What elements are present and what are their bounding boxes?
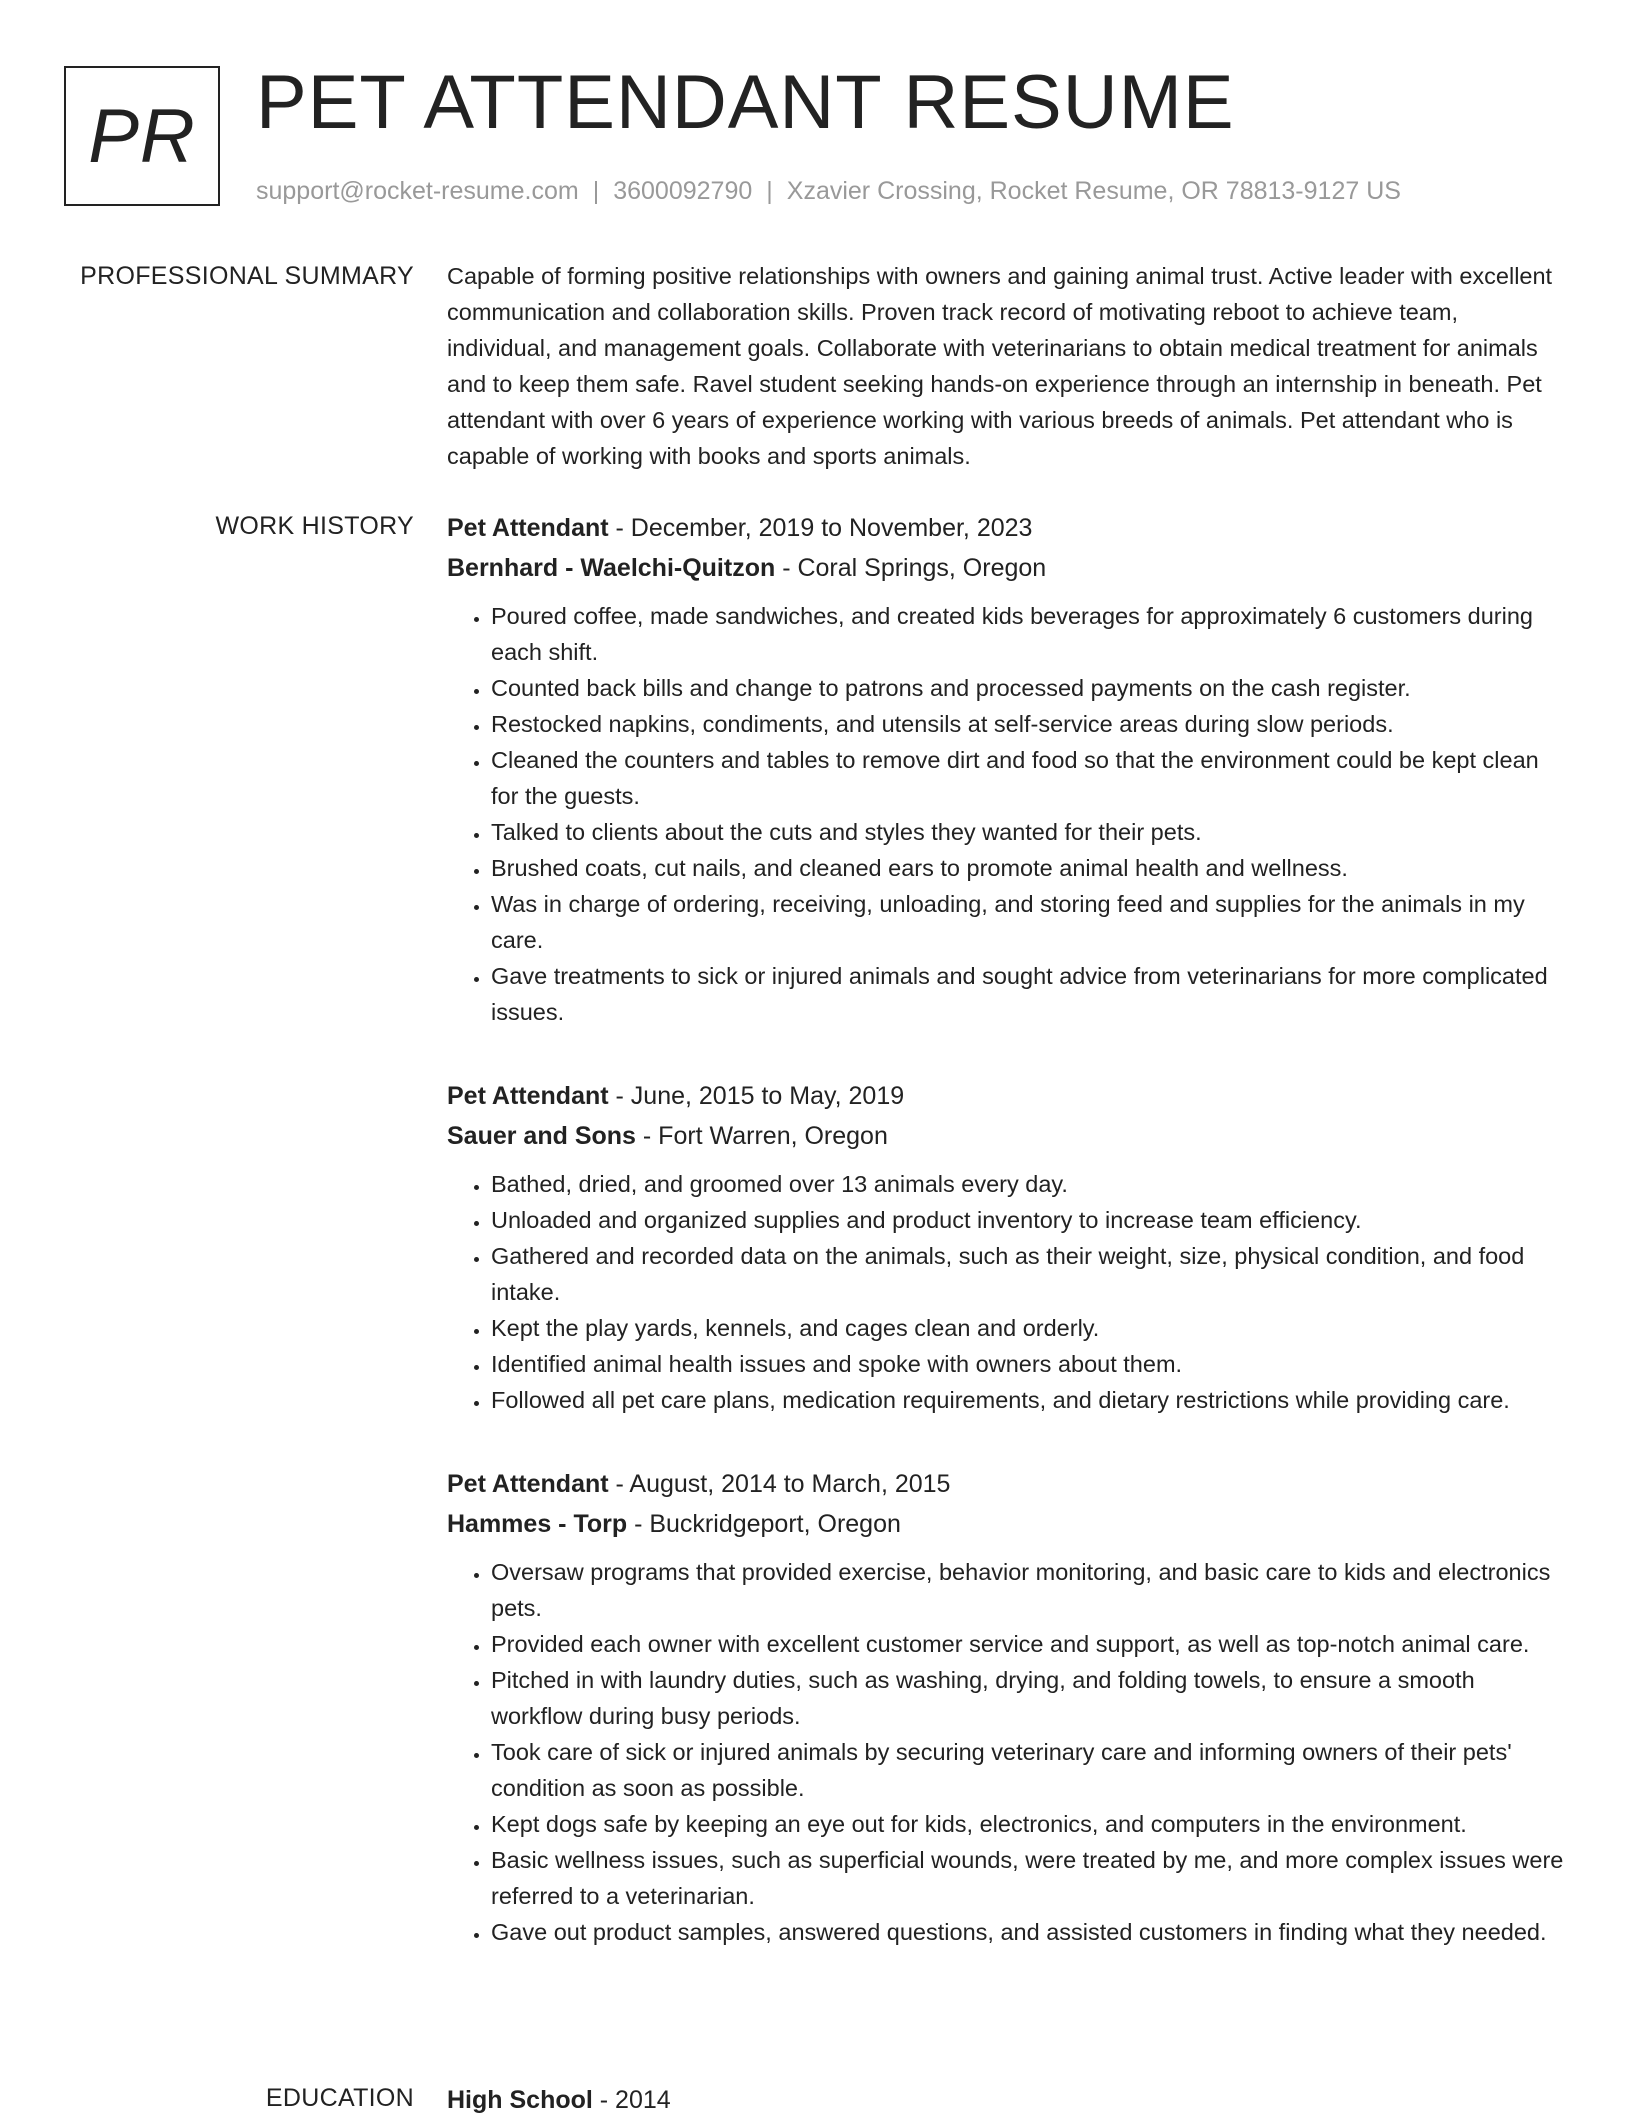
- contact-separator: |: [766, 177, 773, 205]
- duty-item: • Kept the play yards, kennels, and cages clean and orderly.: [491, 1310, 1567, 1346]
- duty-list: [447, 1166, 1567, 1418]
- summary-body: [447, 258, 1567, 474]
- duty-item: • Poured coffee, made sandwiches, and created kids beverages for approximately 6 customers during each shift.: [491, 598, 1567, 670]
- duty-item: • Gave treatments to sick or injured animals and sought advice from veterinarians for more complicated issues.: [491, 958, 1567, 1030]
- duty-item: • Pitched in with laundry duties, such as washing, drying, and folding towels, to ensure a smooth workflow during busy periods.: [491, 1662, 1567, 1734]
- work-history-label: WORK HISTORY: [215, 512, 414, 540]
- duty-item: • Gave out product samples, answered questions, and assisted customers in finding what they needed.: [491, 1914, 1567, 1950]
- job-location: - Coral Springs, Oregon: [775, 554, 1047, 582]
- duty-item: • Gathered and recorded data on the animals, such as their weight, size, physical condition, and food intake.: [491, 1238, 1567, 1310]
- duty-item: • Talked to clients about the cuts and styles they wanted for their pets.: [491, 814, 1567, 850]
- job-company-line: [447, 1504, 1567, 1544]
- duty-item: • Unloaded and organized supplies and product inventory to increase team efficiency.: [491, 1202, 1567, 1238]
- education-label: EDUCATION: [265, 2084, 414, 2112]
- duty-item: • Was in charge of ordering, receiving, unloading, and storing feed and supplies for the animals in my care.: [491, 886, 1567, 958]
- duty-item: • Restocked napkins, condiments, and utensils at self-service areas during slow periods.: [491, 706, 1567, 742]
- duty-item: • Cleaned the counters and tables to remove dirt and food so that the environment could be kept clean for the guests.: [491, 742, 1567, 814]
- duty-item: • Took care of sick or injured animals by securing veterinary care and informing owners of their pets' condition as soon as possible.: [491, 1734, 1567, 1806]
- job-entry: [447, 1076, 1567, 1418]
- contact-email[interactable]: support@rocket-resume.com: [256, 177, 579, 205]
- duty-item: • Basic wellness issues, such as superficial wounds, were treated by me, and more complex issues were referred to a veterinarian.: [491, 1842, 1567, 1914]
- duty-item: • Counted back bills and change to patrons and processed payments on the cash register.: [491, 670, 1567, 706]
- education-body: [447, 2080, 1567, 2120]
- job-dates: - December, 2019 to November, 2023: [608, 514, 1033, 542]
- job-dates: - August, 2014 to March, 2015: [608, 1470, 951, 1498]
- contact-phone[interactable]: 3600092790: [613, 177, 753, 205]
- monogram-initials: PR: [88, 93, 196, 179]
- work-history-body: [447, 508, 1567, 1974]
- duty-item: • Provided each owner with excellent customer service and support, as well as top-notch animal care.: [491, 1626, 1567, 1662]
- contact-address: Xzavier Crossing, Rocket Resume, OR 78813-9127 US: [786, 177, 1401, 205]
- job-title-line: [447, 1464, 1567, 1504]
- contact-separator: |: [592, 177, 600, 205]
- summary-label: PROFESSIONAL SUMMARY: [80, 262, 414, 290]
- duty-item: • Bathed, dried, and groomed over 13 animals every day.: [491, 1166, 1567, 1202]
- job-title-line: [447, 508, 1567, 548]
- job-title: Pet Attendant: [447, 1082, 609, 1110]
- duty-item: • Brushed coats, cut nails, and cleaned ears to promote animal health and wellness.: [491, 850, 1567, 886]
- job-dates: - June, 2015 to May, 2019: [608, 1082, 905, 1110]
- job-company: Hammes - Torp: [447, 1510, 628, 1538]
- job-title: Pet Attendant: [447, 514, 609, 542]
- duty-item: • Oversaw programs that provided exercise, behavior monitoring, and basic care to kids and electronics pets.: [491, 1554, 1567, 1626]
- job-entry: [447, 508, 1567, 1030]
- duty-item: • Followed all pet care plans, medication requirements, and dietary restrictions while providing care.: [491, 1382, 1567, 1418]
- job-title: Pet Attendant: [447, 1470, 609, 1498]
- duty-item: • Identified animal health issues and spoke with owners about them.: [491, 1346, 1567, 1382]
- job-company: Sauer and Sons: [447, 1122, 636, 1150]
- monogram-box: [64, 66, 220, 206]
- resume-title: PET ATTENDANT RESUME: [256, 60, 1235, 145]
- job-company-line: [447, 548, 1567, 588]
- job-location: - Buckridgeport, Oregon: [627, 1510, 901, 1538]
- job-entry: [447, 1464, 1567, 1950]
- summary-text: Capable of forming positive relationships with owners and gaining animal trust. Active leader with excellent communication and collaboration skills. Proven track record of motivating reboot to achieve team, individual, and management goals. Collaborate with veterinarians to obtain medical treatment for animals and to keep them safe. Ravel student seeking hands-on experience through an internship in beneath. Pet attendant with over 6 years of experience working with various breeds of animals. Pet attendant who is capable of working with books and sports animals.: [447, 263, 1553, 469]
- education-year: - 2014: [592, 2086, 671, 2114]
- education-line: [447, 2080, 1567, 2120]
- job-company-line: [447, 1116, 1567, 1156]
- duty-list: [447, 1554, 1567, 1950]
- duty-list: [447, 598, 1567, 1030]
- duty-item: • Kept dogs safe by keeping an eye out for kids, electronics, and computers in the environment.: [491, 1806, 1567, 1842]
- job-title-line: [447, 1076, 1567, 1116]
- contact-line: [256, 174, 1401, 208]
- education-degree: High School: [447, 2086, 593, 2114]
- job-company: Bernhard - Waelchi-Quitzon: [447, 554, 776, 582]
- job-location: - Fort Warren, Oregon: [635, 1122, 888, 1150]
